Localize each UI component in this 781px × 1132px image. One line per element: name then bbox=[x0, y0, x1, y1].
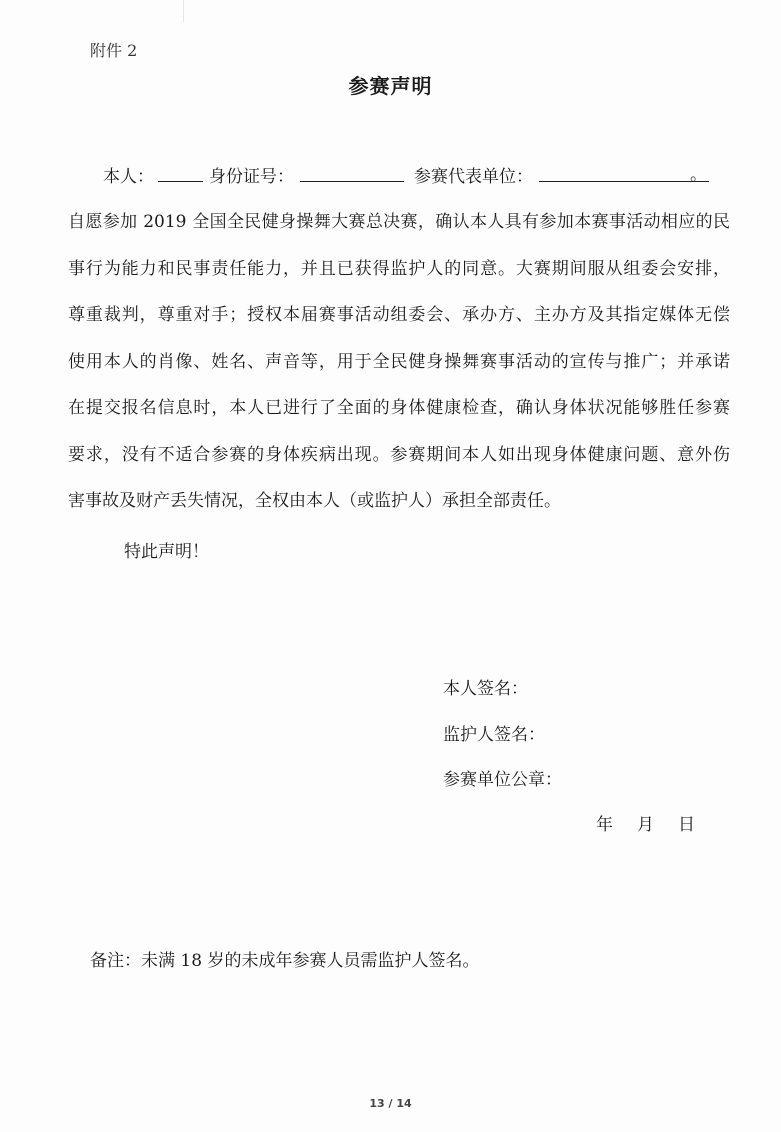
attachment-label: 附件 2 bbox=[90, 41, 138, 60]
date-line bbox=[596, 810, 695, 835]
id-blank bbox=[300, 163, 404, 182]
closing-statement: 特此声明！ bbox=[124, 542, 209, 562]
id-label: 身份证号： bbox=[209, 167, 294, 187]
guardian-signature-label: 监护人签名： bbox=[443, 725, 545, 745]
page-title: 参赛声明 bbox=[348, 74, 433, 98]
body-line-2: 事行为能力和民事责任能力，并且已获得监护人的同意。大赛期间服从组委会安排， bbox=[68, 259, 730, 279]
name-blank bbox=[158, 163, 203, 182]
body-line-7: 害事故及财产丢失情况，全权由本人（或监护人）承担全部责任。 bbox=[68, 491, 561, 511]
end-mark: 。 bbox=[690, 165, 707, 185]
day-label: 日 bbox=[678, 815, 695, 835]
unit-blank bbox=[539, 163, 709, 185]
body-line-1: 自愿参加 2019 全国全民健身操舞大赛总决赛，确认本人具有参加本赛事活动相应的民 bbox=[68, 212, 730, 232]
scan-crease bbox=[183, 0, 184, 22]
year-label: 年 bbox=[596, 815, 613, 835]
fill-in-row bbox=[103, 163, 709, 189]
name-label: 本人： bbox=[103, 167, 154, 187]
body-line-3: 尊重裁判，尊重对手；授权本届赛事活动组委会、承办方、主办方及其指定媒体无偿 bbox=[68, 305, 730, 325]
unit-label: 参赛代表单位： bbox=[414, 167, 533, 187]
body-line-4: 使用本人的肖像、姓名、声音等，用于全民健身操舞赛事活动的宣传与推广；并承诺 bbox=[68, 352, 730, 372]
month-label: 月 bbox=[637, 815, 654, 835]
body-line-5: 在提交报名信息时，本人已进行了全面的身体健康检查，确认身体状况能够胜任参赛 bbox=[68, 398, 730, 418]
remark-note: 备注：未满 18 岁的未成年参赛人员需监护人签名。 bbox=[90, 951, 480, 971]
unit-seal-label: 参赛单位公章： bbox=[443, 770, 562, 790]
self-signature-label: 本人签名： bbox=[443, 679, 528, 699]
body-line-6: 要求，没有不适合参赛的身体疾病出现。参赛期间本人如出现身体健康问题、意外伤 bbox=[68, 445, 730, 465]
page-number: 13 / 14 bbox=[369, 1097, 412, 1110]
